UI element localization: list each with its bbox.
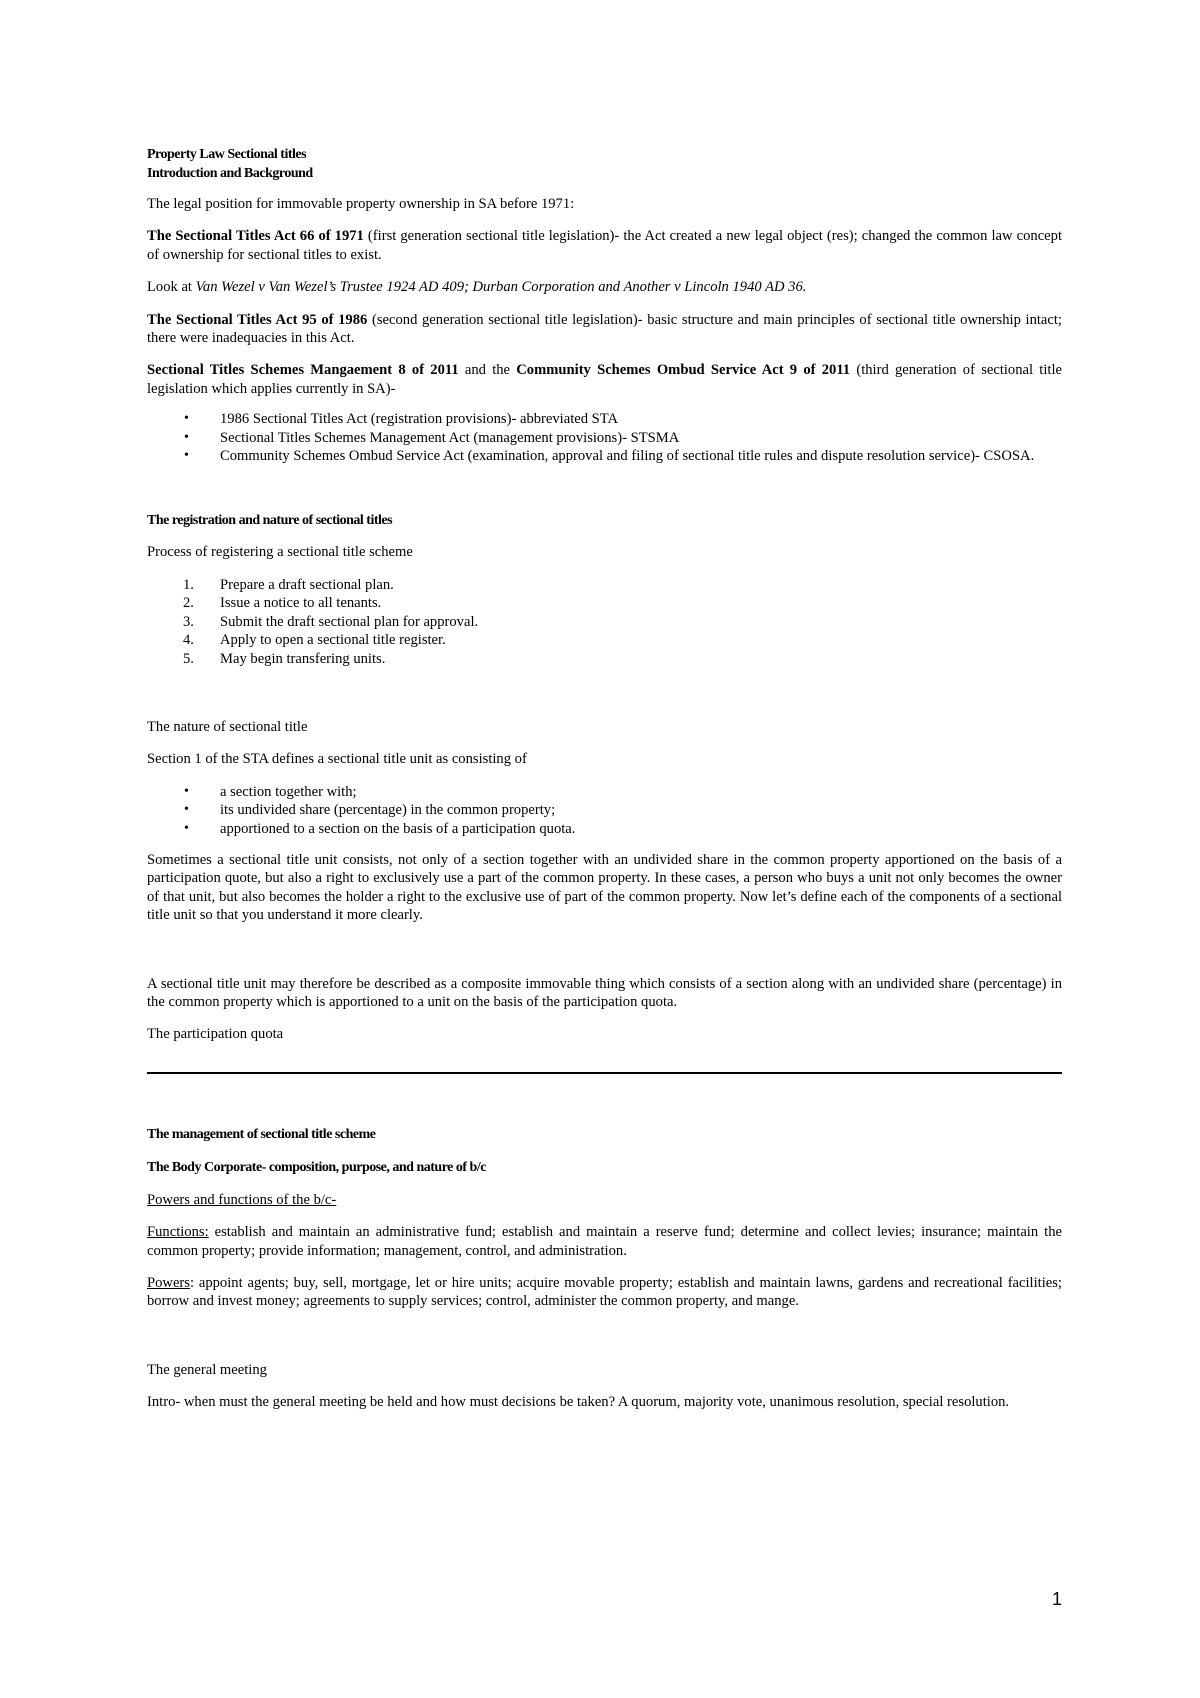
section-heading-management: The management of sectional title scheme — [147, 1126, 376, 1142]
document-page — [147, 145, 1062, 1412]
act-1986-title: The Sectional Titles Act 95 of 1986 — [147, 311, 368, 328]
list-item: • its undivided share (percentage) in the common property; — [147, 801, 1062, 819]
step-text: Submit the draft sectional plan for approval. — [220, 613, 479, 630]
list-item — [147, 594, 1062, 612]
paragraph-act-1986 — [147, 311, 1062, 348]
act-2011-title: Sectional Titles Schemes Mangaement 8 of 2011 — [147, 362, 459, 379]
horizontal-rule — [147, 1072, 1062, 1074]
case-citations: Van Wezel v Van Wezel’s Trustee 1924 AD 409; Durban Corporation and Another v Lincoln 1940 AD 36. — [195, 279, 807, 296]
subheading-body-corporate: The Body Corporate- composition, purpose, and nature of b/c — [147, 1159, 486, 1175]
paragraph-intro: The legal position for immovable property ownership in SA before 1971: — [147, 196, 575, 212]
paragraph-meeting-intro: Intro- when must the general meeting be held and how must decisions be taken? A quorum, majority vote, unanimous resolution, special resolution. — [147, 1394, 1010, 1411]
step-number: 1. — [183, 576, 194, 593]
list-item: • apportioned to a section on the basis of a participation quota. — [147, 820, 1062, 838]
paragraph-powers — [147, 1274, 1062, 1311]
act-2011-and: and the — [458, 362, 517, 379]
step-text: May begin transfering units. — [220, 650, 386, 667]
act-1971-title: The Sectional Titles Act 66 of 1971 — [147, 228, 364, 245]
paragraph-participation-quota: The participation quota — [147, 1026, 284, 1043]
paragraph-sometimes: Sometimes a sectional title unit consists, not only of a section together with an undivided share in the common property apportioned on the basis of a participation quote, but also a right to exclusively use a part of the common property. In these cases, a person who buys a unit not only becomes the owner of that unit, but also becomes the holder a right to the exclusive use of part of the common property. Now let’s define each of the components of a sectional title unit so that you understand it more clearly. — [147, 851, 1062, 924]
paragraph-general-meeting: The general meeting — [147, 1361, 267, 1378]
functions-label: Functions: — [147, 1224, 209, 1241]
paragraph-composite: A sectional title unit may therefore be described as a composite immovable thing which consists of a section along with an undivided share (percentage) in the common property which is apportioned to a unit on the basis of the participation quota. — [147, 975, 1062, 1010]
step-number: 3. — [183, 613, 194, 630]
paragraph-functions — [147, 1223, 1062, 1260]
list-item: • Sectional Titles Schemes Management Act (management provisions)- STSMA — [147, 429, 1062, 447]
step-text: Apply to open a sectional title register. — [220, 632, 446, 649]
paragraph-act-2011 — [147, 361, 1062, 398]
act-1971-text: (first generation sectional title legislation)- the Act created a new legal object (res); changed the common law concept of ownership for sectional titles to exist. — [147, 228, 1062, 263]
registration-steps-list — [147, 576, 1062, 668]
list-item — [147, 631, 1062, 649]
list-item — [147, 576, 1062, 594]
act-1986-text: (second generation sectional title legislation)- basic structure and main principles of sectional title ownership intact; there were inadequacies in this Act. — [147, 311, 1062, 347]
section-heading-registration: The registration and nature of sectional titles — [147, 513, 393, 529]
section-heading-introduction: Introduction and Background — [147, 166, 313, 181]
paragraph-process: Process of registering a sectional title scheme — [147, 544, 413, 561]
paragraph-look-at — [147, 278, 1062, 296]
act-2011-text: (third generation of sectional title legislation which applies currently in SA)- — [147, 362, 1062, 397]
document-title: Property Law Sectional titles — [147, 147, 307, 162]
step-number: 2. — [183, 595, 194, 612]
step-number: 4. — [183, 632, 194, 649]
paragraph-powers-functions-heading: Powers and functions of the b/c- — [147, 1191, 337, 1208]
powers-text: : appoint agents; buy, sell, mortgage, let or hire units; acquire movable property; establish and maintain lawns, gardens and recreational facilities; borrow and invest money; agreements to supply services; control, administer the common property, and mange. — [147, 1275, 1062, 1310]
list-item: • 1986 Sectional Titles Act (registration provisions)- abbreviated STA — [147, 410, 1062, 428]
powers-label: Powers — [147, 1275, 190, 1291]
step-text: Prepare a draft sectional plan. — [220, 576, 394, 593]
paragraph-act-1971 — [147, 227, 1062, 264]
list-item — [147, 613, 1062, 631]
paragraph-nature: The nature of sectional title — [147, 718, 308, 735]
csos-act-title: Community Schemes Ombud Service Act 9 of 2011 — [516, 362, 851, 379]
list-item: • a section together with; — [147, 783, 1062, 801]
list-item: • Community Schemes Ombud Service Act (examination, approval and filing of sectional title rules and dispute resolution service)- CSOSA. — [147, 447, 1062, 465]
paragraph-section-1: Section 1 of the STA defines a sectional title unit as consisting of — [147, 751, 527, 768]
acts-bullet-list — [147, 410, 1062, 465]
page-number: 1 — [1052, 1589, 1063, 1609]
step-number: 5. — [183, 650, 194, 667]
functions-text: establish and maintain an administrative fund; establish and maintain a reserve fund; determine and collect levies; insurance; maintain the common property; provide information; management, control, and administration. — [147, 1224, 1062, 1259]
list-item — [147, 650, 1062, 668]
look-at-prefix: Look at — [147, 279, 196, 296]
step-text: Issue a notice to all tenants. — [220, 595, 382, 612]
unit-components-list — [147, 783, 1062, 838]
